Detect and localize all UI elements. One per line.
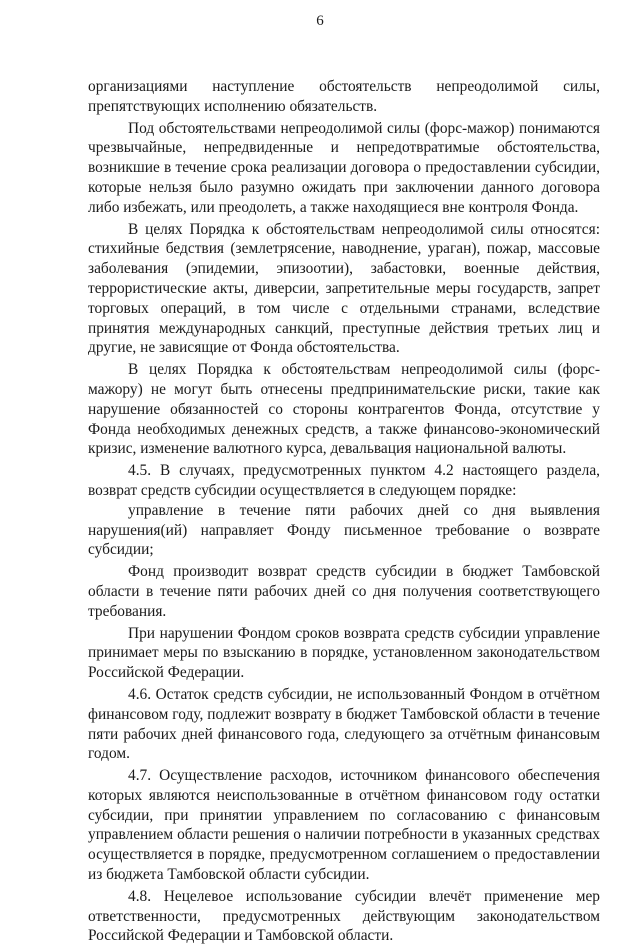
paragraph-4-6: 4.6. Остаток средств субсидии, не использованный Фондом в отчётном финансовом году, подлежит возврату в бюджет Тамбовской области в течение пяти рабочих дней финансового года, следующего за отчётным финансовым годом.	[88, 685, 600, 763]
paragraph-force-majeure-list: В целях Порядка к обстоятельствам непреодолимой силы относятся: стихийные бедствия (землетрясение, наводнение, ураган), пожар, массовые заболевания (эпидемии, эпизоотии), забастовки, военные действия, террористические акты, диверсии, запретительные меры государств, запрет торговых операций, в том числе с отдельными странами, вследствие принятия международных санкций, преступные действия третьих лиц и другие, не зависящие от Фонда обстоятельства.	[88, 220, 600, 357]
paragraph-force-majeure-exclusions: В целях Порядка к обстоятельствам непреодолимой силы (форс-мажору) не могут быть отнесены предпринимательские риски, такие как нарушение обязанностей со стороны контрагентов Фонда, отсутствие у Фонда необходимых денежных средств, а также финансово-экономический кризис, изменение валютного курса, девальвация национальной валюты.	[88, 361, 600, 458]
paragraph-continuation: организациями наступление обстоятельств непреодолимой силы, препятствующих исполнению обязательств.	[88, 78, 600, 115]
paragraph-4-8: 4.8. Нецелевое использование субсидии влечёт применение мер ответственности, предусмотренных действующим законодательством Российской Федерации и Тамбовской области.	[88, 887, 600, 945]
paragraph-4-7: 4.7. Осуществление расходов, источником финансового обеспечения которых являются неиспользованные в отчётном финансовом году остатки субсидии, при принятии управлением по согласованию с финансовым управлением области решения о наличии потребности в указанных средствах осуществляется в порядке, предусмотренном соглашением о предоставлении из бюджета Тамбовской области субсидии.	[88, 767, 600, 884]
paragraph-4-5-step-2: Фонд производит возврат средств субсидии в бюджет Тамбовской области в течение пяти рабочих дней со дня получения соответствующего требования.	[88, 563, 600, 620]
paragraph-4-5-step-1: управление в течение пяти рабочих дней со дня выявления нарушения(ий) направляет Фонду письменное требование о возврате субсидии;	[88, 501, 600, 559]
document-body	[88, 77, 600, 946]
paragraph-force-majeure-definition: Под обстоятельствами непреодолимой силы (форс-мажор) понимаются чрезвычайные, непредвиденные и непредотвратимые обстоятельства, возникшие в течение срока реализации договора о предоставлении субсидии, которые нельзя было разумно ожидать при заключении данного договора либо избежать, или преодолеть, а также находящиеся вне контроля Фонда.	[88, 119, 600, 216]
page-number: 6	[316, 13, 324, 29]
paragraph-4-5: 4.5. В случаях, предусмотренных пунктом 4.2 настоящего раздела, возврат средств субсидии осуществляется в следующем порядке:	[88, 462, 600, 499]
paragraph-4-5-enforcement: При нарушении Фондом сроков возврата средств субсидии управление принимает меры по взысканию в порядке, установленном законодательством Российской Федерации.	[88, 624, 600, 682]
